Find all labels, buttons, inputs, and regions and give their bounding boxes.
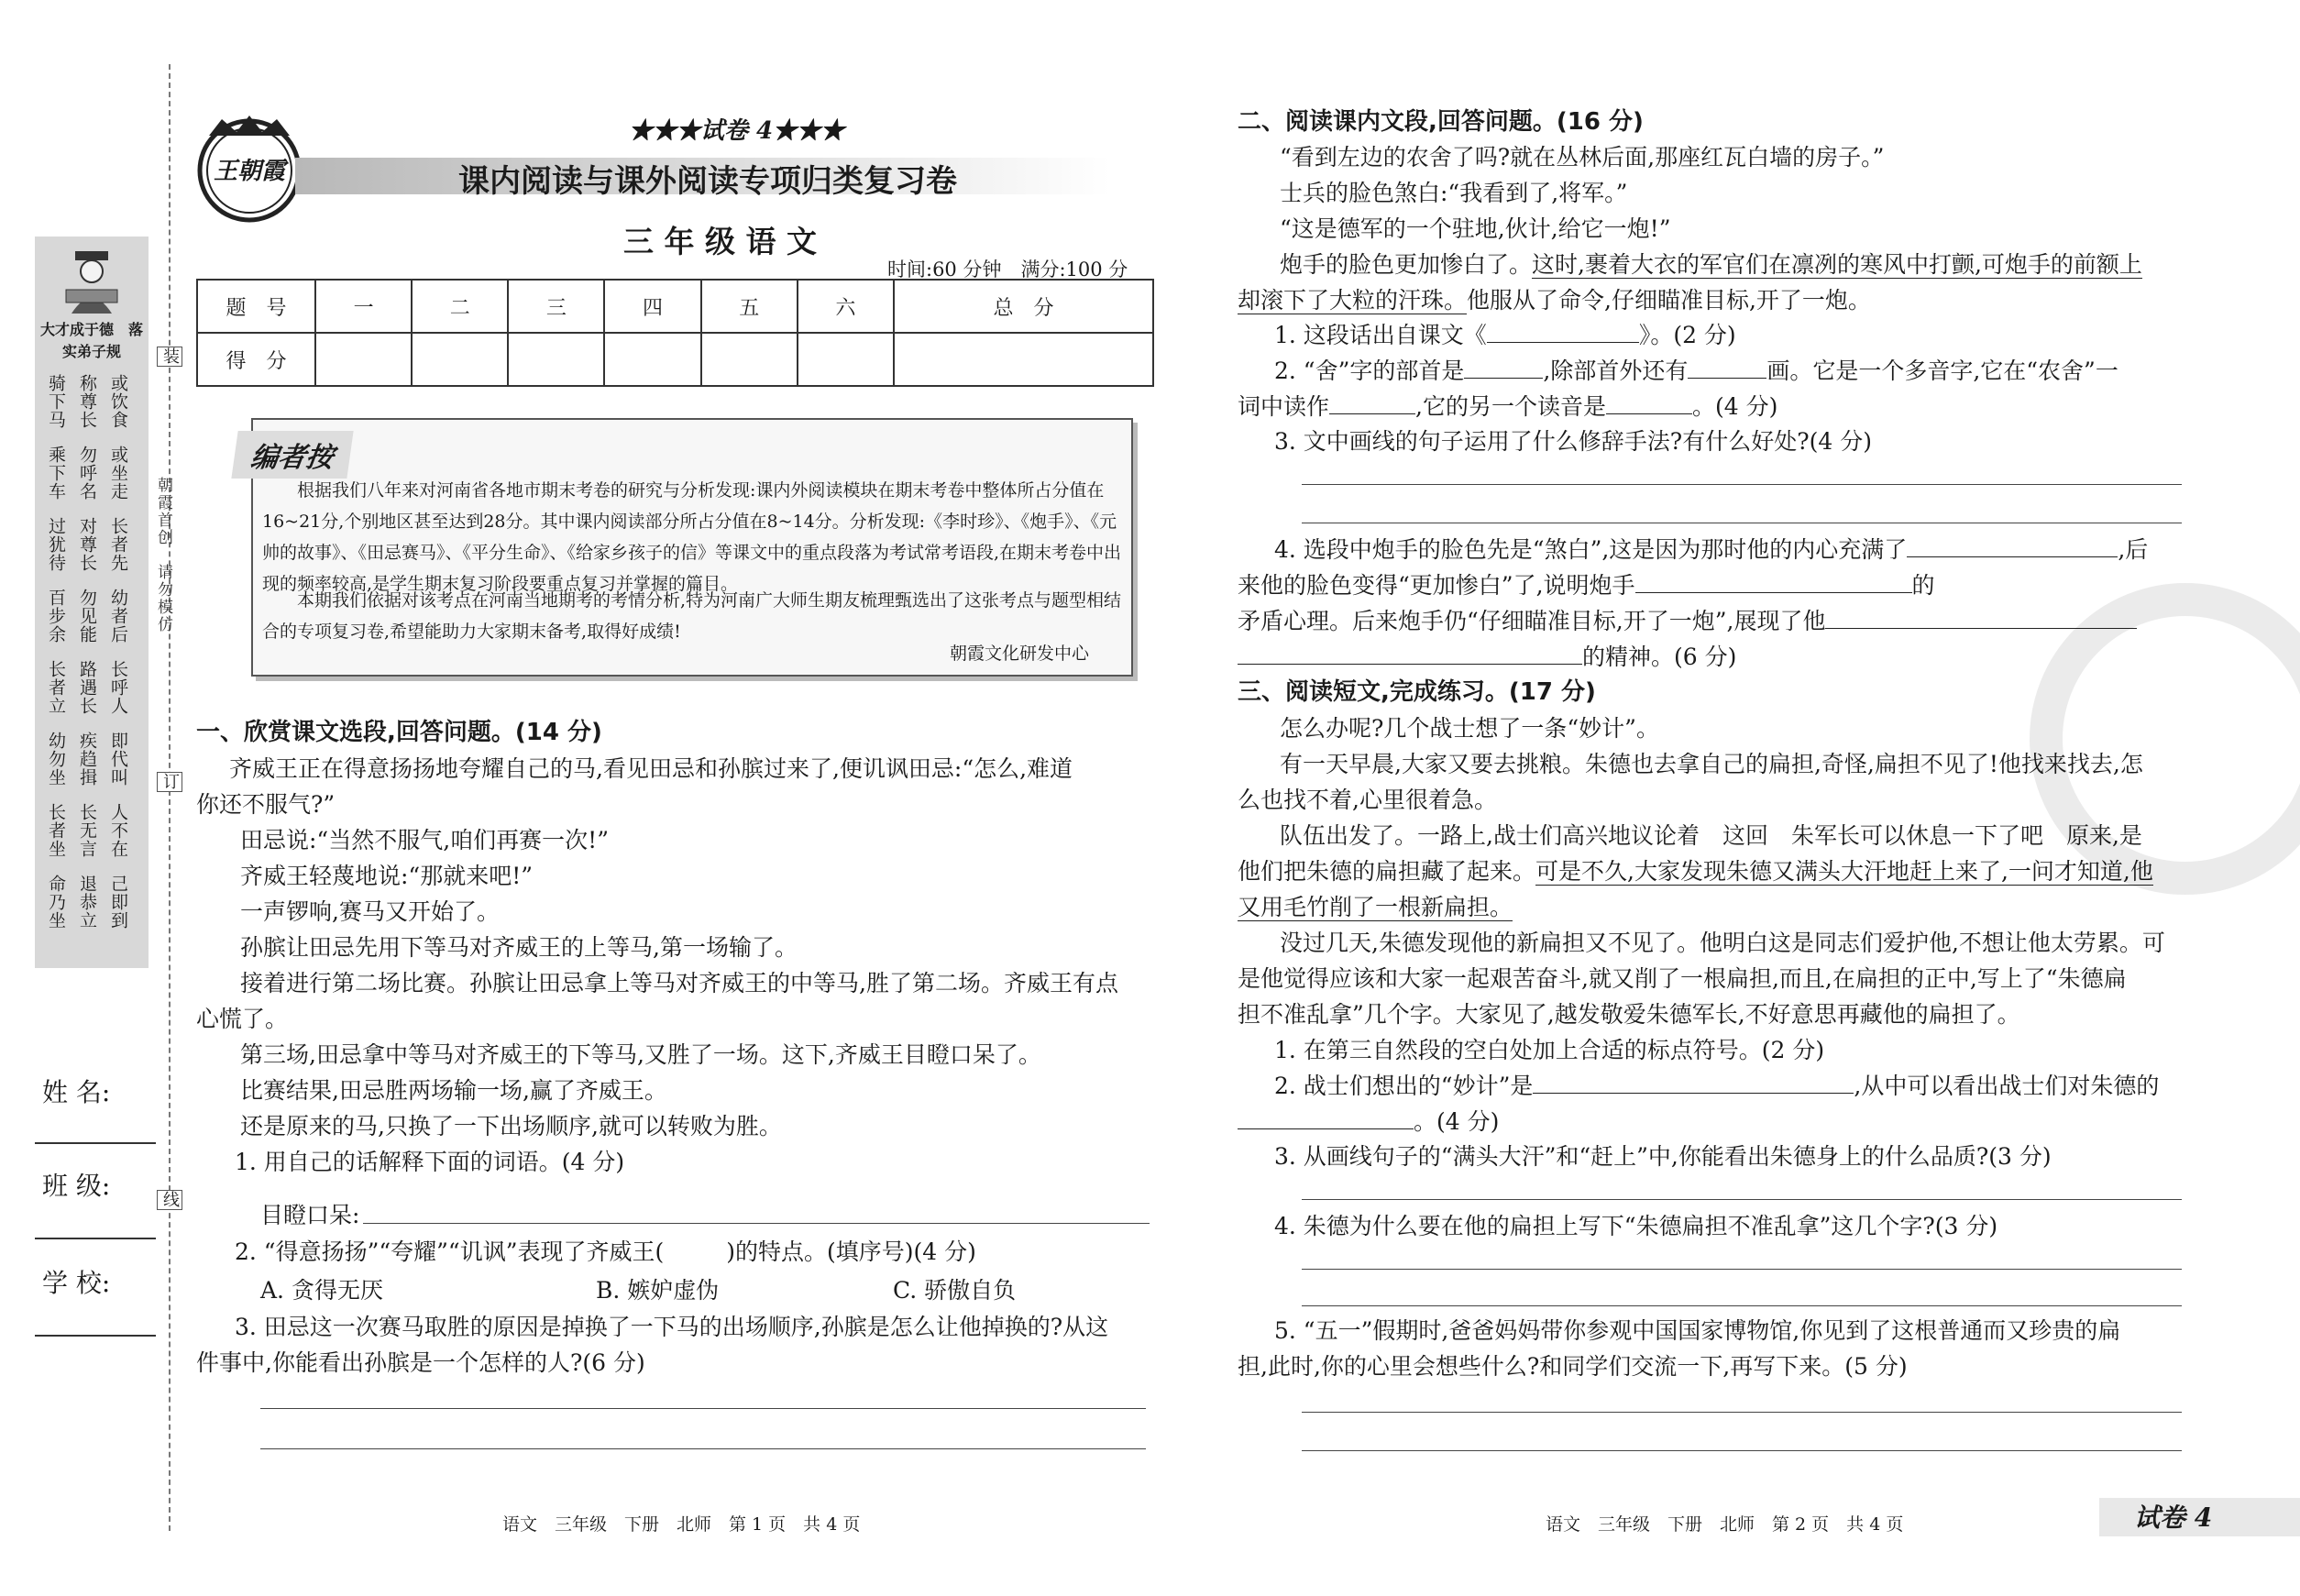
question-1: 1. 用自己的话解释下面的词语。(4 分) xyxy=(235,1149,625,1175)
table-cell: 总 分 xyxy=(894,280,1153,333)
answer-blank[interactable] xyxy=(1238,1105,1414,1129)
sidebar-motto-panel xyxy=(35,237,149,968)
question-2-part: )的特点。(填序号)(4 分) xyxy=(726,1238,976,1265)
motto-phrase: 或坐走 xyxy=(108,446,128,501)
option-c[interactable]: C. 骄傲自负 xyxy=(893,1277,1017,1304)
score-table-header-row xyxy=(197,280,1153,333)
motto-phrase: 命乃坐 xyxy=(46,875,66,930)
passage-text: 炮手的脸色更加惨白了。 xyxy=(1280,251,1533,278)
subject-title: 三 年 级 语 文 xyxy=(623,224,817,259)
scholar-figure-icon xyxy=(62,249,121,314)
motto-phrase: 过犹待 xyxy=(46,517,66,572)
motto-phrase: 或饮食 xyxy=(108,374,128,429)
table-cell: 三 xyxy=(508,280,604,333)
question-2-part: 2. “得意扬扬”“夸耀”“讥讽”表现了齐威王( xyxy=(235,1238,665,1265)
logo-text: 王朝霞 xyxy=(213,158,285,185)
passage-line: 还是原来的马,只换了一下出场顺序,就可以转败为胜。 xyxy=(240,1113,782,1139)
score-cell[interactable] xyxy=(894,333,1153,386)
cut-mark: 线 xyxy=(157,1190,182,1210)
passage-line: 担不准乱拿”几个字。大家见了,越发敬爱朱德军长,不好意思再藏他的扁担了。 xyxy=(1238,1001,2020,1028)
passage-line xyxy=(1280,247,2142,282)
question-4-part: ,后 xyxy=(2118,536,2149,563)
passage-line: 齐威王轻蔑地说:“那就来吧!” xyxy=(240,863,534,889)
answer-blank[interactable] xyxy=(1533,1069,1854,1094)
passage-line: 心慌了。 xyxy=(196,1006,289,1032)
motto-phrase: 称尊长 xyxy=(77,374,97,429)
underlined-sentence: 却滚下了大粒的汗珠。 xyxy=(1238,287,1468,314)
question-2-part: 2. 战士们想出的“妙计”是 xyxy=(1274,1073,1534,1099)
passage-text: 他服从了命令,仔细瞄准目标,开了一炮。 xyxy=(1467,287,1871,314)
passage-line: 么也找不着,心里很着急。 xyxy=(1238,787,1497,813)
question-3: 件事中,你能看出孙膑是一个怎样的人?(6 分) xyxy=(196,1349,645,1376)
table-cell: 二 xyxy=(412,280,508,333)
motto-phrase: 长呼人 xyxy=(108,660,128,715)
motto-phrase: 路遇长 xyxy=(77,660,97,715)
motto-phrase: 长无言 xyxy=(77,803,97,858)
question-4 xyxy=(1274,532,2148,567)
passage-line: 比赛结果,田忌胜两场输一场,赢了齐威王。 xyxy=(240,1077,667,1104)
motto-phrase: 己即到 xyxy=(108,875,128,930)
answer-blank[interactable] xyxy=(1606,390,1692,414)
cut-mark: 装 xyxy=(157,347,182,367)
table-cell: 四 xyxy=(604,280,700,333)
table-cell: 一 xyxy=(315,280,412,333)
editor-note-para2: 本期我们依据对该考点在河南当地期考的考情分析,特为河南广大师生期友梳理甄选出了这张考点与题型相结合的专项复习卷,希望能助力大家期末备考,取得好成绩! xyxy=(262,590,1122,642)
class-label: 班 级: xyxy=(42,1171,111,1201)
question-2-part: ,从中可以看出战士们对朱德的 xyxy=(1854,1073,2160,1099)
score-table xyxy=(196,279,1154,387)
question-3: 3. 田忌这一次赛马取胜的原因是掉换了一下马的出场顺序,孙膑是怎么让他掉换的?从这 xyxy=(235,1314,1109,1340)
question-2-part: 画。它是一个多音字,它在“农舍”一 xyxy=(1766,358,2118,384)
motto-phrase: 乘下车 xyxy=(46,446,66,501)
answer-line[interactable] xyxy=(1302,1199,2182,1200)
passage-line: “看到左边的农舍了吗?就在丛林后面,那座红瓦白墙的房子。” xyxy=(1280,144,1885,171)
brand-logo xyxy=(191,108,308,226)
underlined-sentence: 可是不久,大家发现朱德又满头大汗地赶上来了,一问才知道,他 xyxy=(1535,858,2153,885)
answer-line[interactable] xyxy=(1302,1305,2182,1306)
question-4-part: 矛盾心理。后来炮手仍“仔细瞄准目标,开了一炮”,展现了他 xyxy=(1238,608,1826,634)
passage-line: “这是德军的一个驻地,伙计,给它一炮!” xyxy=(1280,215,1671,242)
question-2-part: ,除部首外还有 xyxy=(1543,358,1689,384)
editor-note-signature: 朝霞文化研发中心 xyxy=(950,644,1090,664)
question-2 xyxy=(1238,1104,1499,1139)
score-cell[interactable] xyxy=(508,333,604,386)
question-3: 3. 从画线句子的“满头大汗”和“赶上”中,你能看出朱德身上的什么品质?(3 分) xyxy=(1274,1143,2052,1170)
question-2-part: 词中读作 xyxy=(1238,393,1330,420)
corner-label: 试卷 4 xyxy=(2134,1502,2213,1533)
answer-blank[interactable] xyxy=(1464,354,1543,379)
passage-line xyxy=(1238,282,1871,318)
question-1-word: 目瞪口呆: xyxy=(260,1202,360,1228)
answer-blank[interactable] xyxy=(1329,390,1415,414)
question-4-part: 4. 选段中炮手的脸色先是“煞白”,这是因为那时他的内心充满了 xyxy=(1274,536,1908,563)
passage-line: 有一天早晨,大家又要去挑粮。朱德也去拿自己的扁担,奇怪,扁担不见了!他找来找去,怎 xyxy=(1280,751,2143,777)
motto-phrase: 骑下马 xyxy=(46,374,66,429)
motto-phrase: 退恭立 xyxy=(77,875,97,930)
passage-line: 接着进行第二场比赛。孙膑让田忌拿上等马对齐威王的中等马,胜了第二场。齐威王有点 xyxy=(240,970,1118,996)
option-a[interactable]: A. 贪得无厌 xyxy=(260,1277,383,1304)
passage-line: 孙膑让田忌先用下等马对齐威王的上等马,第一场输了。 xyxy=(240,934,798,961)
question-2-part: 。(4 分) xyxy=(1414,1108,1500,1135)
score-table-score-row xyxy=(197,333,1153,386)
question-5: 担,此时,你的心里会想些什么?和同学们交流一下,再写下来。(5 分) xyxy=(1238,1353,1908,1380)
motto-text: 大才成于德 落实弟子规 xyxy=(40,321,144,360)
question-2-part: 。(4 分) xyxy=(1691,393,1778,420)
underlined-sentence: 这时,裹着大衣的军官们在凛冽的寒风中打颤,可炮手的前额上 xyxy=(1532,251,2142,278)
answer-line[interactable] xyxy=(1302,1412,2182,1413)
answer-line[interactable] xyxy=(1302,484,2182,485)
passage-line: 队伍出发了。一路上,战士们高兴地议论着 这回 朱军长可以休息一下了吧 原来,是 xyxy=(1280,822,2142,849)
motto-phrase: 长者先 xyxy=(108,517,128,572)
question-4-part: 的 xyxy=(1911,572,1935,599)
question-2-part: 2. “舍”字的部首是 xyxy=(1274,358,1465,384)
margin-note: 朝霞首创 请勿模仿 xyxy=(154,477,172,633)
answer-line[interactable] xyxy=(1302,1269,2182,1270)
score-cell[interactable] xyxy=(798,333,894,386)
question-1-part: 1. 这段话出自课文《 xyxy=(1274,322,1487,348)
answer-line[interactable] xyxy=(260,1448,1146,1449)
question-1-part: 》。(2 分) xyxy=(1638,322,1736,348)
table-cell: 六 xyxy=(798,280,894,333)
answer-blank[interactable] xyxy=(1688,354,1766,379)
section3-title: 三、阅读短文,完成练习。(17 分) xyxy=(1238,678,1596,706)
editor-note-para1: 根据我们八年来对河南省各地市期末考卷的研究与分析发现:课内外阅读模块在期末考卷中整体所占分值在16~21分,个别地区甚至达到28分。其中课内阅读部分所占分值在8~14分。分析发现:《李时珍》、《炮手》、《元帅的故事》、《田忌赛马》、《平分生命》、《给家乡孩子的信》等课文中的重点段落为考试常考语段,在期末考卷中出现的频率较高,是学生期末复习阶段要重点复习并掌握的篇目。 xyxy=(262,480,1122,594)
name-field[interactable] xyxy=(35,1142,156,1144)
table-cell: 得 分 xyxy=(197,333,315,386)
passage-line: 你还不服气?” xyxy=(196,791,336,818)
score-cell[interactable] xyxy=(701,333,798,386)
motto-phrase: 百步余 xyxy=(46,589,66,644)
option-b[interactable]: B. 嫉妒虚伪 xyxy=(596,1277,720,1304)
answer-line[interactable] xyxy=(260,1408,1146,1409)
question-4-part: 的精神。(6 分) xyxy=(1582,644,1737,670)
passage-line xyxy=(1238,889,1513,925)
motto-phrase: 人不在 xyxy=(108,803,128,858)
question-3: 3. 文中画线的句子运用了什么修辞手法?有什么好处?(4 分) xyxy=(1274,428,1872,455)
exam-badge: ★★★试卷 4★★★ xyxy=(629,117,845,145)
question-1: 1. 在第三自然段的空白处加上合适的标点符号。(2 分) xyxy=(1274,1037,1825,1063)
passage-line: 齐威王正在得意扬扬地夸耀自己的马,看见田忌和孙膑过来了,便讥讽田忌:“怎么,难道 xyxy=(229,755,1073,782)
answer-blank[interactable] xyxy=(1487,318,1639,343)
table-cell: 题 号 xyxy=(197,280,315,333)
question-1 xyxy=(1274,317,1736,353)
motto-phrase: 对尊长 xyxy=(77,517,97,572)
question-2 xyxy=(1238,389,1777,424)
editor-note-title: 编者按 xyxy=(231,431,353,479)
motto-phrase: 幼勿坐 xyxy=(46,732,66,787)
school-label: 学 校: xyxy=(42,1268,111,1298)
section2-title: 二、阅读课内文段,回答问题。(16 分) xyxy=(1238,108,1644,136)
answer-blank[interactable] xyxy=(1238,640,1582,665)
question-2 xyxy=(1274,353,2118,389)
motto-phrase: 即代叫 xyxy=(108,732,128,787)
question-4 xyxy=(1238,603,2137,639)
footer-right: 语文 三年级 下册 北师 第 2 页 共 4 页 xyxy=(1546,1514,1904,1535)
motto-phrase: 疾趋揖 xyxy=(77,732,97,787)
answer-line[interactable] xyxy=(1302,1450,2182,1451)
table-cell: 五 xyxy=(701,280,798,333)
passage-line: 士兵的脸色煞白:“我看到了,将军。” xyxy=(1280,180,1628,206)
class-field[interactable] xyxy=(35,1238,156,1239)
motto-phrase: 勿见能 xyxy=(77,589,97,644)
question-4 xyxy=(1238,639,1736,675)
main-title: 课内阅读与课外阅读专项归类复习卷 xyxy=(458,163,957,200)
answer-blank[interactable] xyxy=(1635,568,1912,593)
motto-phrase: 勿呼名 xyxy=(77,446,97,501)
question-2 xyxy=(235,1234,976,1270)
answer-blank[interactable] xyxy=(1907,533,2118,557)
passage-text: 他们把朱德的扁担藏了起来。 xyxy=(1238,858,1536,885)
motto-phrase: 幼者后 xyxy=(108,589,128,644)
section1-title: 一、欣赏课文选段,回答问题。(14 分) xyxy=(196,719,602,746)
school-field[interactable] xyxy=(35,1335,156,1337)
question-2-part: ,它的另一个读音是 xyxy=(1415,393,1606,420)
passage-line: 第三场,田忌拿中等马对齐威王的下等马,又胜了一场。这下,齐威王目瞪口呆了。 xyxy=(240,1041,1041,1068)
passage-line: 是他觉得应该和大家一起艰苦奋斗,就又削了一根扁担,而且,在扁担的正中,写上了“朱德扁 xyxy=(1238,965,2127,992)
question-4-part: 来他的脸色变得“更加惨白”了,说明炮手 xyxy=(1238,572,1635,599)
score-cell[interactable] xyxy=(412,333,508,386)
motto-phrase: 长者立 xyxy=(46,660,66,715)
score-cell[interactable] xyxy=(315,333,412,386)
passage-line: 一声锣响,赛马又开始了。 xyxy=(240,898,500,925)
score-cell[interactable] xyxy=(604,333,700,386)
passage-line: 田忌说:“当然不服气,咱们再赛一次!” xyxy=(240,827,609,853)
question-4: 4. 朱德为什么要在他的扁担上写下“朱德扁担不准乱拿”这几个字?(3 分) xyxy=(1274,1213,1998,1239)
answer-line[interactable] xyxy=(363,1223,1150,1224)
footer-left: 语文 三年级 下册 北师 第 1 页 共 4 页 xyxy=(502,1514,861,1535)
name-label: 姓 名: xyxy=(42,1077,111,1107)
underlined-sentence: 又用毛竹削了一根新扁担。 xyxy=(1238,894,1513,920)
dizigui-columns xyxy=(46,374,145,961)
question-4 xyxy=(1238,567,1935,603)
binding-dashed-line xyxy=(169,64,171,1531)
passage-line xyxy=(1238,853,2153,889)
cut-mark: 订 xyxy=(157,772,182,792)
passage-line: 没过几天,朱德发现他的新扁担又不见了。他明白这是同志们爱护他,不想让他太劳累。可 xyxy=(1280,930,2165,956)
passage-line: 怎么办呢?几个战士想了一条“妙计”。 xyxy=(1280,715,1659,742)
question-2 xyxy=(1274,1068,2159,1104)
time-info: 时间:60 分钟 满分:100 分 xyxy=(887,259,1128,281)
motto-phrase: 长者坐 xyxy=(46,803,66,858)
question-5: 5. “五一”假期时,爸爸妈妈带你参观中国国家博物馆,你见到了这根普通而又珍贵的扁 xyxy=(1274,1317,2121,1344)
